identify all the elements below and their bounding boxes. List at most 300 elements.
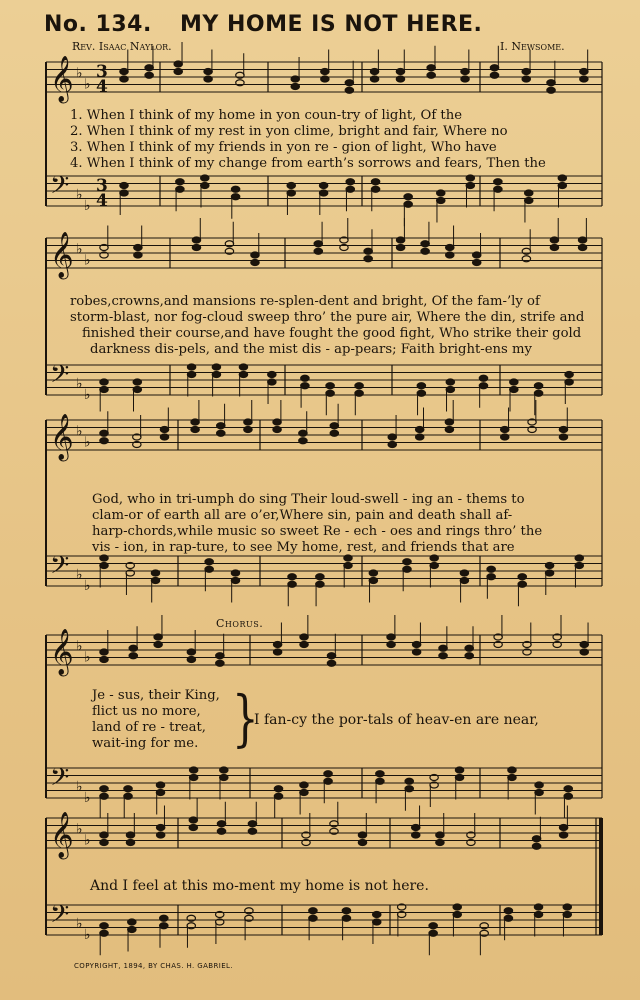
note-head (565, 379, 573, 385)
note-head (191, 419, 199, 425)
note-head (396, 237, 404, 243)
note-head (120, 183, 128, 189)
note-head (100, 563, 108, 569)
note-head (461, 76, 469, 82)
note-head (437, 198, 445, 204)
note-head (160, 915, 168, 921)
brace: } (232, 682, 259, 754)
note-head (128, 919, 136, 925)
note-head (128, 927, 136, 933)
flat-sign: ♭ (84, 387, 91, 403)
note-head (404, 194, 412, 200)
note-head (346, 179, 354, 185)
flat-sign: ♭ (84, 198, 91, 214)
note-head (191, 427, 199, 433)
note-head (417, 390, 425, 396)
note-head (460, 570, 468, 576)
note-head (427, 65, 435, 71)
time-signature: 4 (96, 191, 108, 211)
note-head (192, 245, 200, 251)
note-head (508, 767, 516, 773)
lyric-line: flict us no more, (92, 704, 201, 719)
note-head (273, 649, 281, 655)
treble-clef: 𝄞 (50, 232, 74, 278)
note-head (510, 379, 518, 385)
bass-clef: 𝄢 (50, 900, 70, 935)
flat-sign: ♭ (76, 778, 83, 795)
note-head (504, 908, 512, 914)
treble-clef: 𝄞 (50, 414, 74, 460)
lyricist: Rev. Isaac Naylor. (72, 40, 172, 53)
note-head (545, 563, 553, 569)
note-head (192, 237, 200, 243)
note-head (405, 778, 413, 784)
note-head (487, 566, 495, 572)
note-head (231, 570, 239, 576)
note-head (532, 843, 540, 849)
note-head (455, 767, 463, 773)
note-head (534, 904, 542, 910)
flat-sign: ♭ (84, 649, 91, 666)
note-head (535, 790, 543, 796)
note-head (248, 821, 256, 827)
note-head (205, 559, 213, 565)
note-head (316, 581, 324, 587)
note-head (316, 574, 324, 580)
note-head (466, 183, 474, 189)
note-head (100, 786, 108, 792)
note-head (274, 786, 282, 792)
note-head (490, 72, 498, 78)
note-head (580, 69, 588, 75)
note-head (160, 434, 168, 440)
note-head (364, 248, 372, 254)
note-head (154, 642, 162, 648)
note-head (580, 649, 588, 655)
note-head (427, 72, 435, 78)
note-head (176, 179, 184, 185)
note-head (479, 375, 487, 381)
note-head (522, 69, 530, 75)
note-head (100, 923, 108, 929)
note-head (187, 657, 195, 663)
note-head (445, 427, 453, 433)
note-head (473, 252, 481, 258)
composer: I. Newsome. (500, 40, 565, 53)
note-head (525, 198, 533, 204)
lyric-line: Je - sus, their King, (92, 688, 220, 703)
note-head (559, 832, 567, 838)
note-head (187, 372, 195, 378)
chorus-line: And I feel at this mo-ment my home is not here. (90, 878, 429, 894)
note-head (100, 832, 108, 838)
note-head (120, 69, 128, 75)
note-head (291, 84, 299, 90)
note-head (100, 840, 108, 846)
note-head (564, 786, 572, 792)
note-head (550, 245, 558, 251)
note-head (231, 186, 239, 192)
note-head (345, 80, 353, 86)
note-head (299, 430, 307, 436)
note-head (532, 836, 540, 842)
note-head (535, 782, 543, 788)
flat-sign: ♭ (76, 638, 83, 655)
note-head (453, 912, 461, 918)
flat-sign: ♭ (76, 241, 83, 258)
note-head (578, 237, 586, 243)
note-head (288, 574, 296, 580)
note-head (126, 832, 134, 838)
note-head (287, 183, 295, 189)
note-head (421, 241, 429, 247)
note-head (446, 245, 454, 251)
lyric-line: land of re - treat, (92, 720, 206, 735)
note-head (412, 642, 420, 648)
flat-sign: ♭ (76, 566, 83, 583)
note-head (403, 566, 411, 572)
flat-sign: ♭ (76, 423, 83, 440)
note-head (439, 645, 447, 651)
note-head (204, 76, 212, 82)
note-head (430, 563, 438, 569)
note-head (151, 578, 159, 584)
bass-clef: 𝄢 (50, 360, 70, 395)
note-head (288, 581, 296, 587)
note-head (327, 660, 335, 666)
lyric-line: finished their course,and have fought the good fight, Who strike their gold (82, 326, 582, 341)
note-head (436, 840, 444, 846)
note-head (300, 790, 308, 796)
note-head (558, 183, 566, 189)
flat-sign: ♭ (84, 790, 91, 806)
note-head (387, 634, 395, 640)
bass-clef: 𝄢 (50, 171, 70, 206)
note-head (321, 69, 329, 75)
time-signature: 3 (96, 62, 108, 82)
note-head (324, 778, 332, 784)
note-head (501, 427, 509, 433)
note-head (416, 427, 424, 433)
note-head (156, 782, 164, 788)
lyric-line: 4. When I think of my change from earth’s sorrows and fears, Then the (70, 156, 546, 171)
flat-sign: ♭ (76, 375, 83, 392)
note-head (403, 559, 411, 565)
note-head (324, 771, 332, 777)
note-head (319, 183, 327, 189)
note-head (268, 372, 276, 378)
note-head (494, 179, 502, 185)
note-head (174, 69, 182, 75)
note-head (301, 383, 309, 389)
note-head (404, 201, 412, 207)
note-head (355, 390, 363, 396)
chorus-line: I fan-cy the por-tals of heav-en are near, (254, 712, 539, 728)
note-head (330, 430, 338, 436)
note-head (326, 383, 334, 389)
time-signature: 4 (96, 77, 108, 97)
note-head (301, 375, 309, 381)
note-head (559, 825, 567, 831)
note-head (100, 379, 108, 385)
treble-clef: 𝄞 (50, 812, 74, 858)
note-head (342, 908, 350, 914)
note-head (559, 427, 567, 433)
note-head (550, 237, 558, 243)
note-head (145, 72, 153, 78)
note-head (396, 76, 404, 82)
note-head (156, 832, 164, 838)
note-head (465, 645, 473, 651)
flat-sign: ♭ (84, 76, 91, 93)
note-head (120, 76, 128, 82)
note-head (309, 915, 317, 921)
note-head (314, 241, 322, 247)
note-head (160, 427, 168, 433)
note-head (369, 578, 377, 584)
note-head (417, 383, 425, 389)
note-head (416, 434, 424, 440)
note-head (189, 817, 197, 823)
note-head (248, 828, 256, 834)
note-head (216, 660, 224, 666)
note-head (134, 252, 142, 258)
note-head (534, 390, 542, 396)
note-head (244, 427, 252, 433)
note-head (547, 80, 555, 86)
note-head (461, 69, 469, 75)
note-head (268, 379, 276, 385)
note-head (133, 379, 141, 385)
note-head (327, 653, 335, 659)
note-head (217, 828, 225, 834)
note-head (558, 175, 566, 181)
note-head (436, 832, 444, 838)
note-head (518, 581, 526, 587)
lyric-line: 2. When I think of my rest in yon clime, bright and fair, Where no (70, 124, 508, 139)
note-head (300, 642, 308, 648)
flat-sign: ♭ (76, 186, 83, 203)
note-head (187, 364, 195, 370)
note-head (518, 574, 526, 580)
note-head (100, 430, 108, 436)
note-head (446, 379, 454, 385)
note-head (373, 912, 381, 918)
note-head (187, 649, 195, 655)
note-head (273, 427, 281, 433)
note-head (205, 566, 213, 572)
note-head (358, 840, 366, 846)
note-head (344, 563, 352, 569)
note-head (217, 821, 225, 827)
note-head (508, 775, 516, 781)
note-head (437, 190, 445, 196)
bass-clef: 𝄢 (50, 763, 70, 798)
note-head (156, 825, 164, 831)
note-head (396, 245, 404, 251)
hymn-number: No. 134. (44, 12, 152, 37)
note-head (534, 912, 542, 918)
note-head (100, 387, 108, 393)
note-head (145, 65, 153, 71)
lyric-line: vis - ion, in rap-ture, to see My home, rest, and friends that are (92, 540, 515, 555)
flat-sign: ♭ (84, 252, 91, 269)
note-head (580, 642, 588, 648)
note-head (376, 778, 384, 784)
note-head (212, 364, 220, 370)
note-head (217, 430, 225, 436)
note-head (100, 649, 108, 655)
note-head (300, 782, 308, 788)
note-head (345, 87, 353, 93)
flat-sign: ♭ (84, 927, 91, 943)
note-head (559, 434, 567, 440)
note-head (201, 183, 209, 189)
hymn-title: MY HOME IS NOT HERE. (180, 12, 483, 37)
note-head (100, 930, 108, 936)
flat-sign: ♭ (76, 915, 83, 932)
note-head (453, 904, 461, 910)
lyric-line: God, who in tri-umph do sing Their loud-swell - ing an - thems to (92, 492, 525, 507)
flat-sign: ♭ (76, 821, 83, 838)
note-head (370, 76, 378, 82)
note-head (580, 76, 588, 82)
note-head (575, 555, 583, 561)
note-head (231, 578, 239, 584)
note-head (273, 419, 281, 425)
note-head (299, 438, 307, 444)
note-head (446, 387, 454, 393)
note-head (287, 190, 295, 196)
note-head (396, 69, 404, 75)
note-head (300, 634, 308, 640)
note-head (563, 904, 571, 910)
note-head (174, 61, 182, 67)
flat-sign: ♭ (84, 832, 91, 849)
note-head (387, 642, 395, 648)
note-head (421, 248, 429, 254)
note-head (439, 653, 447, 659)
lyric-line: storm-blast, nor fog-cloud sweep thro’ the pure air, Where the din, strife and (70, 310, 585, 325)
note-head (220, 775, 228, 781)
note-head (346, 186, 354, 192)
note-head (314, 248, 322, 254)
note-head (525, 190, 533, 196)
note-head (494, 186, 502, 192)
note-head (370, 69, 378, 75)
note-head (534, 383, 542, 389)
note-head (578, 245, 586, 251)
note-head (545, 570, 553, 576)
note-head (446, 252, 454, 258)
note-head (134, 245, 142, 251)
note-head (342, 915, 350, 921)
note-head (129, 653, 137, 659)
note-head (212, 372, 220, 378)
flat-sign: ♭ (76, 65, 83, 82)
note-head (388, 442, 396, 448)
note-head (100, 793, 108, 799)
note-head (251, 252, 259, 258)
note-head (501, 434, 509, 440)
note-head (547, 87, 555, 93)
note-head (189, 767, 197, 773)
note-head (189, 825, 197, 831)
note-head (217, 423, 225, 429)
note-head (479, 383, 487, 389)
note-head (251, 260, 259, 266)
note-head (189, 775, 197, 781)
note-head (364, 256, 372, 262)
treble-clef: 𝄞 (50, 56, 74, 102)
note-head (373, 919, 381, 925)
note-head (504, 915, 512, 921)
note-head (100, 438, 108, 444)
lyric-line: 3. When I think of my friends in yon re - gion of light, Who have (70, 140, 497, 155)
note-head (412, 825, 420, 831)
note-head (510, 387, 518, 393)
note-head (239, 372, 247, 378)
note-head (429, 930, 437, 936)
note-head (154, 634, 162, 640)
note-head (201, 175, 209, 181)
lyric-line: robes,crowns,and mansions re-splen-dent and bright, Of the fam-’ly of (70, 294, 540, 309)
note-head (487, 574, 495, 580)
note-head (151, 570, 159, 576)
note-head (445, 419, 453, 425)
note-head (330, 423, 338, 429)
note-head (239, 364, 247, 370)
note-head (466, 175, 474, 181)
lyric-line: 1. When I think of my home in yon coun-try of light, Of the (70, 108, 463, 123)
note-head (358, 832, 366, 838)
bass-clef: 𝄢 (50, 551, 70, 586)
note-head (405, 786, 413, 792)
note-head (291, 76, 299, 82)
copyright: COPYRIGHT, 1894, BY CHAS. H. GABRIEL. (74, 962, 233, 970)
note-head (321, 76, 329, 82)
note-head (326, 390, 334, 396)
note-head (220, 767, 228, 773)
note-head (564, 793, 572, 799)
note-head (100, 657, 108, 663)
note-head (124, 786, 132, 792)
note-head (465, 653, 473, 659)
note-head (133, 387, 141, 393)
note-head (429, 923, 437, 929)
note-head (244, 419, 252, 425)
chorus-label: Chorus. (216, 617, 264, 630)
note-head (309, 908, 317, 914)
lyric-line: wait-ing for me. (92, 736, 199, 751)
lyric-line: darkness dis-pels, and the mist dis - ap-pears; Faith bright-ens my (90, 342, 532, 357)
lyric-line: clam-or of earth all are o’er,Where sin, pain and death shall af- (92, 508, 513, 523)
note-head (371, 186, 379, 192)
note-head (231, 194, 239, 200)
note-head (216, 653, 224, 659)
note-head (274, 793, 282, 799)
note-head (176, 186, 184, 192)
note-head (319, 190, 327, 196)
lyric-line: harp-chords,while music so sweet Re - ech - oes and rings thro’ the (92, 524, 543, 539)
treble-clef: 𝄞 (50, 629, 74, 675)
note-head (575, 563, 583, 569)
flat-sign: ♭ (84, 434, 91, 451)
note-head (412, 832, 420, 838)
note-head (156, 790, 164, 796)
note-head (473, 260, 481, 266)
note-head (371, 179, 379, 185)
